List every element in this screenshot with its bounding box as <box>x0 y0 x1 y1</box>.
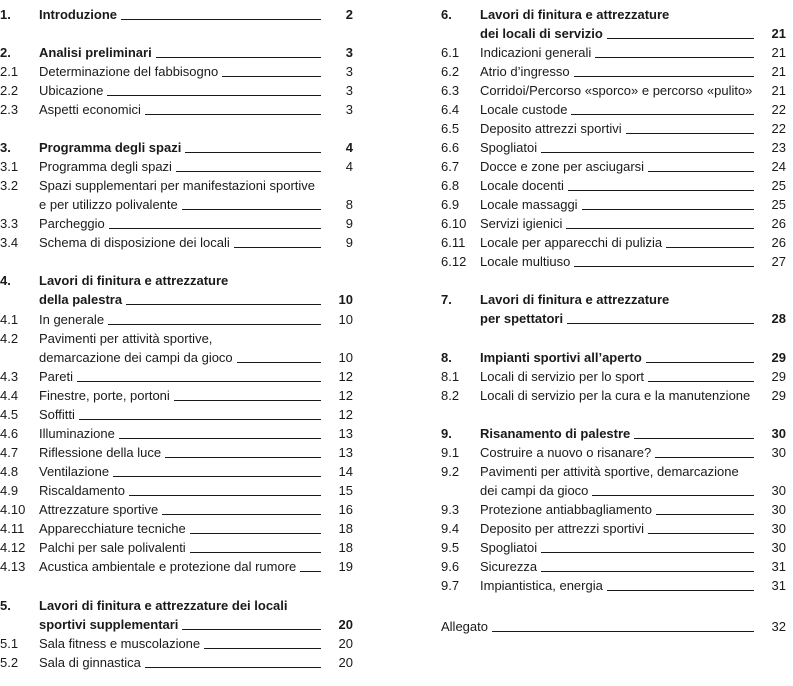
toc-entry-page-number: 21 <box>771 83 786 98</box>
leader-line <box>646 362 754 363</box>
toc-entry[interactable] <box>0 367 353 386</box>
toc-entry-title: Finestre, porte, portoni <box>39 388 170 403</box>
toc-entry-title: e per utilizzo polivalente <box>39 197 178 212</box>
toc-entry[interactable] <box>441 538 786 557</box>
toc-entry-title: Corridoi/Percorso «sporco» e percorso «pulito» <box>480 83 753 98</box>
toc-entry-number: 6.11 <box>441 235 466 250</box>
leader-line <box>234 247 321 248</box>
toc-entry-title: Sicurezza <box>480 559 538 574</box>
toc-entry-page-number: 3 <box>345 102 353 117</box>
leader-line <box>595 57 754 58</box>
toc-entry-number: 4.2 <box>0 331 19 346</box>
toc-entry-number: 1. <box>0 7 11 22</box>
leader-line <box>145 114 321 115</box>
toc-entry-page-number: 31 <box>771 559 786 574</box>
toc-entry[interactable] <box>441 62 786 81</box>
toc-entry-number: 4.12 <box>0 540 26 555</box>
toc-entry-number: 5.1 <box>0 636 19 651</box>
toc-entry[interactable] <box>441 424 786 443</box>
toc-entry[interactable] <box>0 100 353 119</box>
leader-line <box>567 323 754 324</box>
toc-entry-number: 2.1 <box>0 64 19 79</box>
toc-entry-title: Deposito attrezzi sportivi <box>480 121 622 136</box>
toc-entry[interactable] <box>441 195 786 214</box>
toc-entry[interactable] <box>441 290 786 328</box>
leader-line <box>108 324 321 325</box>
toc-entry-page-number: 31 <box>771 578 786 593</box>
toc-entry-title: Locale massaggi <box>480 197 578 212</box>
leader-line <box>571 114 754 115</box>
toc-entry-title: Parcheggio <box>39 216 105 231</box>
toc-entry-title: Determinazione del fabbisogno <box>39 64 219 79</box>
toc-entry[interactable] <box>0 329 353 367</box>
toc-entry-title: Docce e zone per asciugarsi <box>480 159 645 174</box>
toc-entry-number: 6.10 <box>441 216 467 231</box>
toc-entry-title: demarcazione dei campi da gioco <box>39 350 233 365</box>
toc-entry-page-number: 32 <box>771 619 786 634</box>
toc-entry-page-number: 3 <box>345 83 353 98</box>
toc-entry-number: 9.6 <box>441 559 460 574</box>
toc-entry-number: 6.5 <box>441 121 460 136</box>
toc-entry-page-number: 4 <box>345 159 353 174</box>
toc-entry[interactable] <box>0 634 353 653</box>
toc-entry-title: Pavimenti per attività sportive, <box>39 331 213 346</box>
toc-entry-title: Programma degli spazi <box>39 159 172 174</box>
toc-entry[interactable] <box>441 119 786 138</box>
leader-line <box>541 152 754 153</box>
toc-entry-number: 4.3 <box>0 369 19 384</box>
leader-line <box>648 533 754 534</box>
toc-entry-page-number: 12 <box>338 407 353 422</box>
toc-entry-page-number: 9 <box>345 235 353 250</box>
toc-entry-page-number: 19 <box>338 559 353 574</box>
toc-entry-title: Programma degli spazi <box>39 140 182 155</box>
toc-entry-page-number: 20 <box>338 636 353 651</box>
toc-entry-number: 6.7 <box>441 159 460 174</box>
toc-entry-title: Locale multiuso <box>480 254 571 269</box>
toc-entry-page-number: 30 <box>771 502 786 517</box>
toc-entry[interactable] <box>441 43 786 62</box>
toc-entry-page-number: 22 <box>771 121 786 136</box>
toc-entry-title: Indicazioni generali <box>480 45 592 60</box>
toc-entry[interactable] <box>0 405 353 424</box>
toc-entry-page-number: 29 <box>771 388 786 403</box>
toc-entry[interactable] <box>441 367 786 386</box>
toc-entry-number: 4.10 <box>0 502 26 517</box>
toc-entry[interactable] <box>0 443 353 462</box>
toc-entry[interactable] <box>0 62 353 81</box>
toc-entry-number: 9.1 <box>441 445 460 460</box>
toc-entry[interactable] <box>0 653 353 672</box>
toc-entry-number: 4.4 <box>0 388 19 403</box>
toc-entry-page-number: 9 <box>345 216 353 231</box>
toc-entry-page-number: 3 <box>345 64 353 79</box>
toc-entry[interactable] <box>441 348 786 367</box>
leader-line <box>607 38 754 39</box>
toc-entry-page-number: 29 <box>771 369 786 384</box>
toc-entry-number: 2.2 <box>0 83 19 98</box>
toc-entry-title: Acustica ambientale e protezione dal rumore <box>39 559 297 574</box>
leader-line <box>182 209 321 210</box>
toc-entry-number: 3.1 <box>0 159 19 174</box>
toc-entry[interactable] <box>441 176 786 195</box>
toc-entry-title: della palestra <box>39 292 123 307</box>
leader-line <box>648 381 754 382</box>
toc-entry-number: 2. <box>0 45 11 60</box>
toc-entry-page-number: 20 <box>338 617 353 632</box>
toc-entry-number: 4.8 <box>0 464 19 479</box>
toc-entry-number: 5. <box>0 598 11 613</box>
leader-line <box>666 247 754 248</box>
toc-entry-title: Impianti sportivi all’aperto <box>480 350 642 365</box>
leader-line <box>121 19 321 20</box>
toc-entry-title: Sala fitness e muscolazione <box>39 636 201 651</box>
toc-entry-page-number: 21 <box>771 26 786 41</box>
toc-entry-number: 6. <box>441 7 452 22</box>
toc-entry[interactable] <box>0 43 353 62</box>
toc-entry[interactable] <box>0 557 353 576</box>
toc-entry[interactable] <box>441 100 786 119</box>
toc-entry-page-number: 25 <box>771 197 786 212</box>
toc-entry-page-number: 14 <box>338 464 353 479</box>
leader-line <box>107 95 321 96</box>
leader-line <box>568 190 754 191</box>
leader-line <box>541 552 754 553</box>
leader-line <box>129 495 321 496</box>
toc-entry-page-number: 12 <box>338 369 353 384</box>
toc-entry[interactable] <box>0 176 353 214</box>
leader-line <box>190 533 321 534</box>
toc-entry-title: Impiantistica, energia <box>480 578 603 593</box>
toc-entry-number: 6.9 <box>441 197 460 212</box>
toc-entry-number: 9.2 <box>441 464 460 479</box>
toc-entry-title: Spogliatoi <box>480 540 538 555</box>
toc-entry-title: Riscaldamento <box>39 483 125 498</box>
toc-entry-title: Locale docenti <box>480 178 564 193</box>
toc-entry-title: Lavori di finitura e attrezzature <box>39 273 229 288</box>
leader-line <box>109 228 321 229</box>
toc-entry[interactable] <box>0 596 353 634</box>
toc-entry-title: Apparecchiature tecniche <box>39 521 186 536</box>
leader-line <box>656 514 754 515</box>
toc-entry-title: dei locali di servizio <box>480 26 603 41</box>
toc-entry-page-number: 22 <box>771 102 786 117</box>
toc-entry-page-number: 13 <box>338 426 353 441</box>
toc-entry-number: 2.3 <box>0 102 19 117</box>
toc-entry[interactable] <box>441 233 786 252</box>
toc-entry[interactable] <box>0 157 353 176</box>
leader-line <box>204 648 321 649</box>
toc-entry-page-number: 30 <box>771 521 786 536</box>
toc-entry-number: 6.12 <box>441 254 467 269</box>
leader-line <box>79 419 321 420</box>
leader-line <box>174 400 321 401</box>
toc-entry-title: Costruire a nuovo o risanare? <box>480 445 652 460</box>
toc-entry-title: Attrezzature sportive <box>39 502 159 517</box>
leader-line <box>582 209 754 210</box>
toc-entry-title: sportivi supplementari <box>39 617 179 632</box>
toc-entry[interactable] <box>0 310 353 329</box>
toc-entry[interactable] <box>0 538 353 557</box>
toc-entry-number: 9.5 <box>441 540 460 555</box>
toc-entry-title: Atrio d’ingresso <box>480 64 570 79</box>
toc-entry-page-number: 30 <box>771 483 786 498</box>
toc-entry-number: 4. <box>0 273 11 288</box>
toc-entry-title: Spazi supplementari per manifestazioni sportive <box>39 178 316 193</box>
toc-entry-title: Analisi preliminari <box>39 45 152 60</box>
toc-entry-number: 8. <box>441 350 452 365</box>
toc-entry[interactable] <box>0 481 353 500</box>
leader-line <box>185 152 321 153</box>
toc-entry[interactable] <box>0 271 353 309</box>
toc-entry-number: 9.4 <box>441 521 460 536</box>
toc-entry-title: Servizi igienici <box>480 216 563 231</box>
leader-line <box>222 76 321 77</box>
toc-entry[interactable] <box>0 386 353 405</box>
leader-line <box>566 228 754 229</box>
toc-entry[interactable] <box>441 617 786 636</box>
toc-entry-page-number: 26 <box>771 235 786 250</box>
toc-entry-number: 4.6 <box>0 426 19 441</box>
leader-line <box>648 171 754 172</box>
leader-line <box>113 476 321 477</box>
toc-entry-page-number: 13 <box>338 445 353 460</box>
toc-entry-number: 9. <box>441 426 452 441</box>
toc-entry[interactable] <box>441 214 786 233</box>
leader-line <box>655 457 754 458</box>
toc-entry-title: Pavimenti per attività sportive, demarcazione <box>480 464 739 479</box>
toc-entry[interactable] <box>0 214 353 233</box>
toc-entry-title: Protezione antiabbagliamento <box>480 502 653 517</box>
toc-entry[interactable] <box>441 157 786 176</box>
toc-entry-title: dei campi da gioco <box>480 483 589 498</box>
toc-entry-page-number: 15 <box>338 483 353 498</box>
toc-entry-title: Locale per apparecchi di pulizia <box>480 235 663 250</box>
toc-entry[interactable] <box>441 576 786 595</box>
toc-entry-page-number: 3 <box>345 45 353 60</box>
leader-line <box>574 266 754 267</box>
toc-entry-number: 6.1 <box>441 45 460 60</box>
toc-entry-page-number: 2 <box>345 7 353 22</box>
toc-entry-title: Lavori di finitura e attrezzature dei locali <box>39 598 288 613</box>
toc-entry-page-number: 28 <box>771 311 786 326</box>
toc-entry-title: Riflessione della luce <box>39 445 162 460</box>
leader-line <box>182 629 321 630</box>
toc-entry-number: 8.2 <box>441 388 460 403</box>
toc-entry[interactable] <box>0 233 353 252</box>
toc-entry-number: 4.1 <box>0 312 19 327</box>
toc-entry-title: Sala di ginnastica <box>39 655 141 670</box>
toc-entry-page-number: 30 <box>771 426 786 441</box>
toc-entry-number: 6.2 <box>441 64 460 79</box>
leader-line <box>634 438 754 439</box>
toc-entry[interactable] <box>441 386 786 405</box>
toc-entry[interactable] <box>441 500 786 519</box>
toc-entry-number: 6.3 <box>441 83 460 98</box>
leader-line <box>607 590 754 591</box>
toc-entry-title: Risanamento di palestre <box>480 426 631 441</box>
leader-line <box>190 552 321 553</box>
toc-entry[interactable] <box>0 500 353 519</box>
toc-entry[interactable] <box>441 81 786 100</box>
toc-entry-page-number: 18 <box>338 540 353 555</box>
toc-entry-page-number: 25 <box>771 178 786 193</box>
toc-entry-page-number: 27 <box>771 254 786 269</box>
toc-entry-title: Palchi per sale polivalenti <box>39 540 186 555</box>
toc-entry[interactable] <box>441 443 786 462</box>
toc-entry-title: Locali di servizio per lo sport <box>480 369 645 384</box>
leader-line <box>145 667 321 668</box>
toc-entry[interactable] <box>0 138 353 157</box>
toc-entry-number: 3.2 <box>0 178 19 193</box>
toc-entry[interactable] <box>441 5 786 43</box>
leader-line <box>126 304 321 305</box>
leader-line <box>156 57 321 58</box>
toc-entry-title: Pareti <box>39 369 73 384</box>
toc-entry-number: 6.6 <box>441 140 460 155</box>
leader-line <box>492 631 754 632</box>
toc-entry-page-number: 18 <box>338 521 353 536</box>
toc-entry[interactable] <box>441 252 786 271</box>
toc-entry[interactable] <box>0 424 353 443</box>
toc-entry-number: 6.8 <box>441 178 460 193</box>
toc-entry-number: 3.3 <box>0 216 19 231</box>
toc-entry-page-number: 23 <box>771 140 786 155</box>
toc-entry-number: 9.7 <box>441 578 460 593</box>
toc-entry[interactable] <box>0 462 353 481</box>
toc-entry-title: Spogliatoi <box>480 140 538 155</box>
toc-entry-title: Allegato <box>441 619 488 634</box>
toc-entry-title: per spettatori <box>480 311 564 326</box>
toc-entry-page-number: 30 <box>771 540 786 555</box>
toc-entry[interactable] <box>441 557 786 576</box>
toc-entry-number: 4.9 <box>0 483 19 498</box>
toc-entry-page-number: 26 <box>771 216 786 231</box>
toc-entry-page-number: 29 <box>771 350 786 365</box>
toc-entry-page-number: 21 <box>771 45 786 60</box>
toc-entry-number: 5.2 <box>0 655 19 670</box>
leader-line <box>300 571 321 572</box>
toc-entry-title: Ventilazione <box>39 464 110 479</box>
toc-entry[interactable] <box>441 138 786 157</box>
toc-entry-title: Illuminazione <box>39 426 115 441</box>
toc-entry-number: 7. <box>441 292 452 307</box>
toc-entry-number: 3. <box>0 140 11 155</box>
leader-line <box>119 438 321 439</box>
toc-entry-title: Ubicazione <box>39 83 104 98</box>
leader-line <box>162 514 321 515</box>
toc-entry[interactable] <box>0 5 353 24</box>
leader-line <box>574 76 754 77</box>
toc-entry-title: Soffitti <box>39 407 75 422</box>
toc-entry[interactable] <box>441 462 786 500</box>
toc-entry[interactable] <box>0 519 353 538</box>
toc-entry-number: 4.5 <box>0 407 19 422</box>
toc-entry-page-number: 20 <box>338 655 353 670</box>
toc-entry-page-number: 8 <box>345 197 353 212</box>
toc-entry-page-number: 24 <box>771 159 786 174</box>
toc-entry-page-number: 21 <box>771 64 786 79</box>
toc-entry-number: 8.1 <box>441 369 460 384</box>
toc-entry-title: Locali di servizio per la cura e la manutenzione <box>480 388 751 403</box>
toc-entry-page-number: 10 <box>338 312 353 327</box>
toc-entry-page-number: 30 <box>771 445 786 460</box>
toc-entry-title: Schema di disposizione dei locali <box>39 235 230 250</box>
toc-entry-title: Locale custode <box>480 102 568 117</box>
leader-line <box>176 171 321 172</box>
toc-entry-title: Lavori di finitura e attrezzature <box>480 7 670 22</box>
toc-entry-page-number: 4 <box>345 140 353 155</box>
toc-entry-number: 4.13 <box>0 559 26 574</box>
leader-line <box>592 495 754 496</box>
toc-entry-number: 4.11 <box>0 521 25 536</box>
toc-entry-title: Aspetti economici <box>39 102 141 117</box>
toc-entry-page-number: 12 <box>338 388 353 403</box>
leader-line <box>237 362 321 363</box>
toc-entry-number: 6.4 <box>441 102 460 117</box>
toc-entry-number: 9.3 <box>441 502 460 517</box>
toc-entry-number: 4.7 <box>0 445 19 460</box>
toc-entry-title: Introduzione <box>39 7 117 22</box>
leader-line <box>626 133 754 134</box>
leader-line <box>541 571 754 572</box>
toc-entry-page-number: 10 <box>338 350 353 365</box>
toc-entry[interactable] <box>0 81 353 100</box>
toc-entry-title: Lavori di finitura e attrezzature <box>480 292 670 307</box>
toc-entry-page-number: 10 <box>338 292 353 307</box>
toc-entry-title: In generale <box>39 312 105 327</box>
leader-line <box>165 457 321 458</box>
toc-entry-number: 3.4 <box>0 235 19 250</box>
toc-entry[interactable] <box>441 519 786 538</box>
leader-line <box>77 381 321 382</box>
toc-entry-title: Deposito per attrezzi sportivi <box>480 521 645 536</box>
toc-entry-page-number: 16 <box>338 502 353 517</box>
